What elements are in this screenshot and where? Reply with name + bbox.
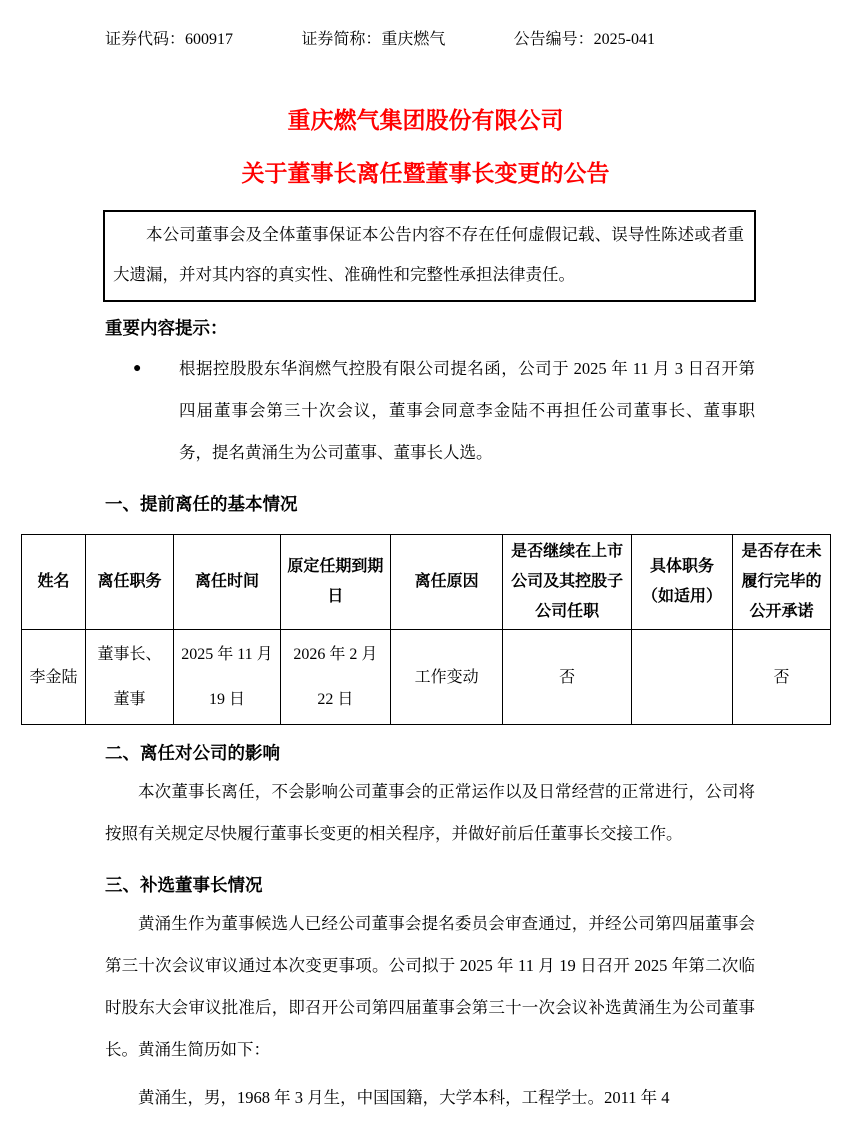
col-header-unfulfilled-commitments: 是否存在未履行完毕的公开承诺 xyxy=(733,535,831,630)
notice-bullet-item xyxy=(133,348,755,474)
disclaimer-box xyxy=(103,210,756,302)
col-header-specific-position: 具体职务（如适用） xyxy=(631,535,732,630)
col-header-continue-serving: 是否继续在上市公司及其控股子公司任职 xyxy=(503,535,632,630)
notice-bullet-text: 根据控股股东华润燃气控股有限公司提名函，公司于 2025 年 11 月 3 日召开第四届董事会第三十次会议，董事会同意李金陆不再担任公司董事长、董事职务，提名黄涌生为公司董事、董事长人选。 xyxy=(179,359,755,462)
section3-paragraph-1: 黄涌生作为董事候选人已经公司董事会提名委员会审查通过，并经公司第四届董事会第三十次会议审议通过本次变更事项。公司拟于 2025 年 11 月 19 日召开 2025 年第二次临时股东大会审议批准后，即召开公司第四届董事会第三十一次会议补选黄涌生为公司董事长。黄涌生简历如下： xyxy=(105,914,755,1059)
announcement-title: 关于董事长离任暨董事长变更的公告 xyxy=(241,160,610,186)
cell-original-term-end: 2026 年 2 月 22 日 xyxy=(280,630,390,725)
table-data-row xyxy=(22,630,831,725)
cell-continue-serving: 否 xyxy=(503,630,632,725)
doc-header xyxy=(105,30,655,50)
section2-heading: 二、离任对公司的影响 xyxy=(105,743,280,763)
col-header-original-term-end: 原定任期到期日 xyxy=(280,535,390,630)
disclaimer-text: 本公司董事会及全体董事保证本公告内容不存在任何虚假记载、误导性陈述或者重大遗漏，并对其内容的真实性、准确性和完整性承担法律责任。 xyxy=(113,225,744,284)
cell-departure-time: 2025 年 11 月 19 日 xyxy=(174,630,281,725)
cell-specific-position xyxy=(631,630,732,725)
cell-departing-position: 董事长、董事 xyxy=(85,630,173,725)
section2-paragraph: 本次董事长离任，不会影响公司董事会的正常运作以及日常经营的正常进行，公司将按照有关规定尽快履行董事长变更的相关程序，并做好前后任董事长交接工作。 xyxy=(105,782,755,843)
cell-unfulfilled-commitments: 否 xyxy=(733,630,831,725)
notice-heading: 重要内容提示： xyxy=(105,318,228,338)
departure-info-table xyxy=(21,534,831,725)
col-header-name: 姓名 xyxy=(22,535,86,630)
stock-short-name: 证券简称：重庆燃气 xyxy=(301,31,446,48)
section3-heading: 三、补选董事长情况 xyxy=(105,875,263,895)
col-header-departure-time: 离任时间 xyxy=(174,535,281,630)
section3-paragraph-2: 黄涌生，男，1968 年 3 月生，中国国籍，大学本科，工程学士。2011 年 4 xyxy=(138,1088,670,1107)
col-header-departing-position: 离任职务 xyxy=(85,535,173,630)
cell-departure-reason: 工作变动 xyxy=(390,630,502,725)
table-header-row xyxy=(22,535,831,630)
announcement-number: 公告编号：2025-041 xyxy=(513,31,655,48)
bullet-icon: ● xyxy=(133,361,142,376)
company-name-title: 重庆燃气集团股份有限公司 xyxy=(287,107,564,133)
col-header-departure-reason: 离任原因 xyxy=(390,535,502,630)
stock-code: 证券代码：600917 xyxy=(105,31,234,48)
cell-name: 李金陆 xyxy=(22,630,86,725)
section1-heading: 一、提前离任的基本情况 xyxy=(105,494,298,514)
